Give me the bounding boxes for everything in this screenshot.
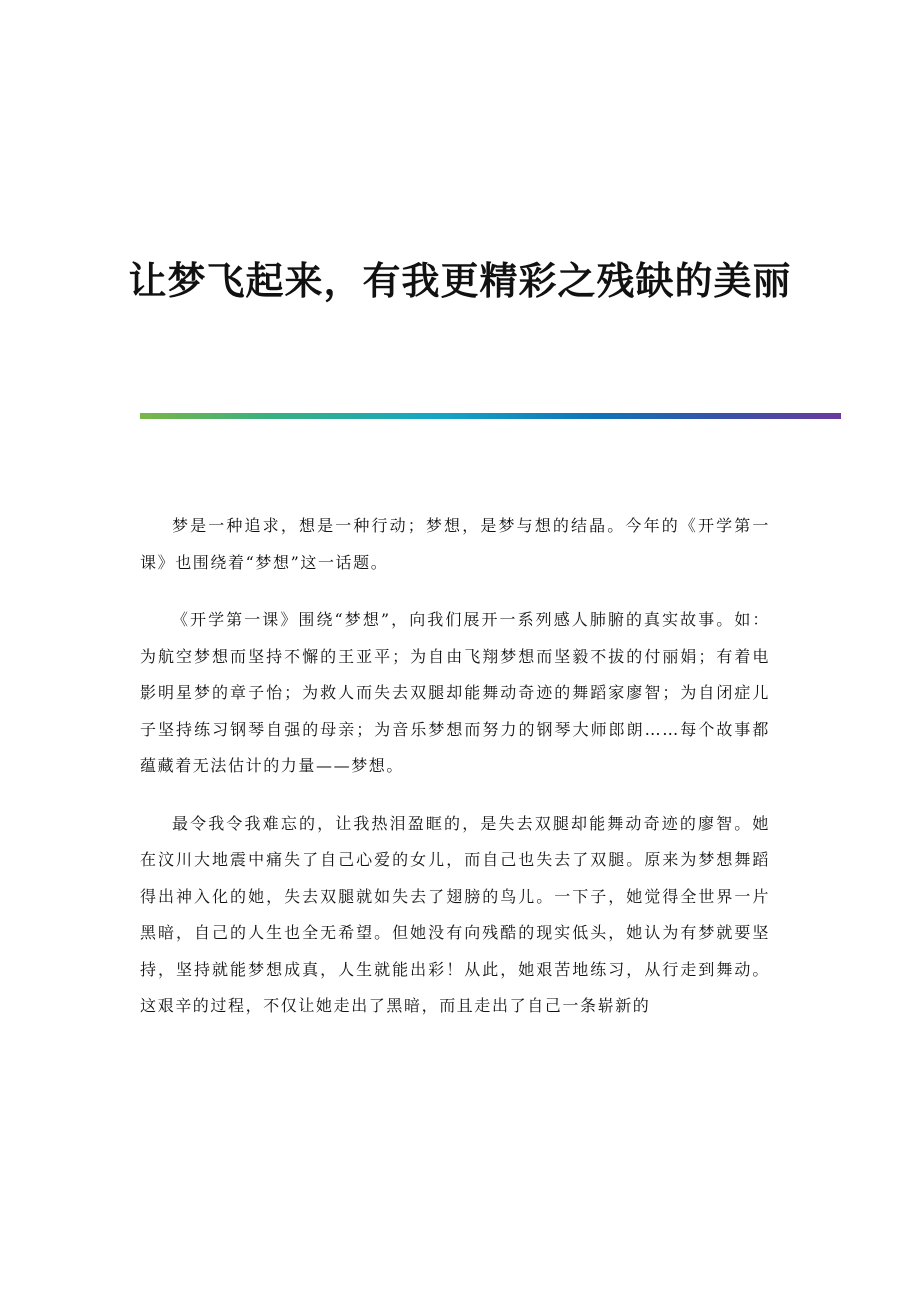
paragraph-1: 梦是一种追求，想是一种行动；梦想，是梦与想的结晶。今年的《开学第一课》也围绕着“梦想”这一话题。	[140, 516, 770, 572]
document-body	[140, 508, 770, 1046]
paragraph-3: 最令我令我难忘的，让我热泪盈眶的，是失去双腿却能舞动奇迹的廖智。她在汶川大地震中痛失了自己心爱的女儿，而自己也失去了双腿。原来为梦想舞蹈得出神入化的她，失去双腿就如失去了翅膀的鸟儿。一下子，她觉得全世界一片黑暗，自己的人生也全无希望。但她没有向残酷的现实低头，她认为有梦就要坚持，坚持就能梦想成真，人生就能出彩！从此，她艰苦地练习，从行走到舞动。这艰辛的过程，不仅让她走出了黑暗，而且走出了自己一条崭新的	[140, 813, 770, 1015]
paragraph-2: 《开学第一课》围绕“梦想”，向我们展开一系列感人肺腑的真实故事。如：为航空梦想而坚持不懈的王亚平；为自由飞翔梦想而坚毅不拔的付丽娟；有着电影明星梦的章子怡；为救人而失去双腿却能舞动奇迹的舞蹈家廖智；为自闭症儿子坚持练习钢琴自强的母亲；为音乐梦想而努力的钢琴大师郎朗……每个故事都蕴藏着无法估计的力量——梦想。	[140, 610, 770, 775]
title-divider-gradient	[140, 413, 841, 419]
document-title: 让梦飞起来，有我更精彩之残缺的美丽	[128, 259, 792, 304]
